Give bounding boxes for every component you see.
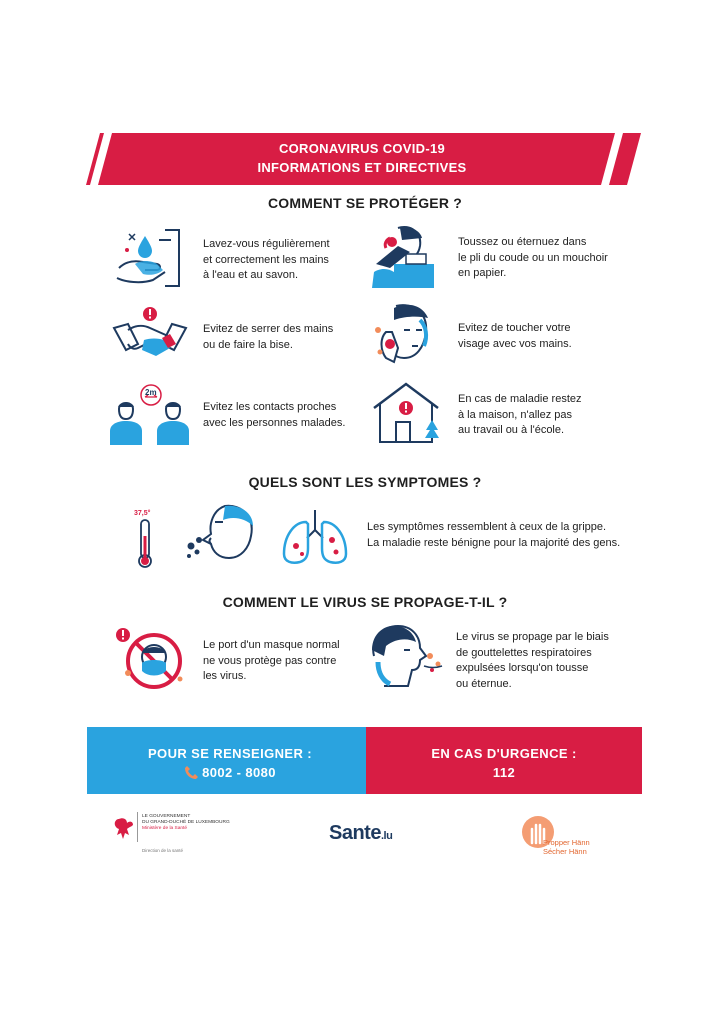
droplets-line-1: Le virus se propage par le biais bbox=[456, 631, 609, 643]
stay-home-line-1: En cas de maladie restez bbox=[458, 393, 582, 405]
cough-line-3: en papier. bbox=[458, 267, 507, 279]
symptoms-line-1: Les symptômes ressemblent à ceux de la grippe. bbox=[367, 521, 607, 533]
gov-line-1: LE GOUVERNEMENT bbox=[142, 814, 191, 819]
emergency-label: EN CAS D'URGENCE : bbox=[431, 746, 577, 761]
sante-logo-main: Sante bbox=[329, 822, 381, 844]
phone-icon bbox=[184, 765, 198, 784]
handshake-icon bbox=[112, 304, 188, 364]
header-title bbox=[150, 139, 574, 177]
no-mask-icon bbox=[114, 627, 190, 691]
lungs-icon bbox=[280, 508, 350, 566]
info-label: POUR SE RENSEIGNER : bbox=[147, 746, 313, 761]
stay-home-line-3: au travail ou à l'école. bbox=[458, 424, 565, 436]
handshake-line-1: Evitez de serrer des mains bbox=[203, 323, 334, 335]
propper-line-2: Sécher Hänn bbox=[543, 847, 587, 856]
wash-hands-line-3: à l'eau et au savon. bbox=[203, 269, 299, 281]
symptoms-text bbox=[367, 520, 620, 551]
mask-line-2: ne vous protège pas contre bbox=[203, 654, 337, 667]
handshake-text bbox=[203, 322, 333, 353]
mask-line-3: les virus. bbox=[203, 670, 247, 682]
cough-face-icon bbox=[185, 502, 257, 566]
propper-hann-text bbox=[543, 838, 590, 856]
droplets-line-3: expulsées lorsqu'on tousse bbox=[456, 662, 589, 674]
wash-hands-text bbox=[203, 237, 330, 284]
touch-face-line-2: visage avec vos mains. bbox=[458, 337, 572, 350]
droplets-line-2: de gouttelettes respiratoires bbox=[456, 646, 592, 659]
emergency-contact bbox=[386, 744, 622, 782]
touch-face-icon bbox=[372, 302, 436, 366]
droplets-text bbox=[456, 630, 609, 692]
symptoms-line-2: La maladie reste bénigne pour la majorité des gens. bbox=[367, 536, 621, 549]
wash-hands-line-1: Lavez-vous régulièrement bbox=[203, 238, 330, 250]
cough-line-1: Toussez ou éternuez dans bbox=[458, 236, 587, 248]
mask-line-1: Le port d'un masque normal bbox=[203, 639, 340, 651]
government-text bbox=[142, 814, 230, 832]
info-phone-number: 8002 - 8080 bbox=[202, 765, 276, 780]
sante-logo bbox=[329, 822, 392, 845]
touch-face-line-1: Evitez de toucher votre bbox=[458, 322, 571, 334]
government-divider bbox=[137, 812, 138, 842]
mask-text bbox=[203, 638, 340, 685]
stay-home-icon bbox=[370, 382, 442, 444]
distance-label: 2m bbox=[145, 388, 157, 397]
gov-line-2: DU GRAND-DUCHÉ DE LUXEMBOURG bbox=[142, 820, 230, 825]
lion-icon bbox=[113, 815, 135, 841]
avoid-contact-line-2: avec les personnes malades. bbox=[203, 416, 346, 429]
handshake-line-2: ou de faire la bise. bbox=[203, 338, 293, 351]
header-line-2: INFORMATIONS ET DIRECTIVES bbox=[257, 160, 467, 175]
cough-line-2: le pli du coude ou un mouchoir bbox=[458, 251, 608, 264]
cough-elbow-text bbox=[458, 235, 608, 282]
gov-sub: Direction de la santé bbox=[142, 848, 184, 853]
info-contact bbox=[110, 744, 350, 784]
temperature-label: 37,5° bbox=[134, 510, 151, 517]
droplets-icon bbox=[364, 622, 444, 692]
gov-line-3: Ministère de la Santé bbox=[142, 826, 188, 831]
header-line-1: CORONAVIRUS COVID-19 bbox=[278, 141, 446, 156]
touch-face-text bbox=[458, 321, 572, 352]
propper-line-1: Propper Hänn bbox=[543, 838, 590, 847]
info-phone-row[interactable] bbox=[110, 763, 350, 784]
stay-home-text bbox=[458, 392, 582, 439]
droplets-line-4: ou éternue. bbox=[456, 677, 512, 690]
protect-section-title: COMMENT SE PROTÉGER ? bbox=[268, 195, 462, 211]
thermometer-icon bbox=[134, 518, 156, 570]
avoid-contact-line-1: Evitez les contacts proches bbox=[203, 401, 337, 413]
cough-elbow-icon bbox=[370, 224, 440, 290]
emergency-number[interactable]: 112 bbox=[492, 765, 516, 780]
symptoms-section-title: QUELS SONT LES SYMPTOMES ? bbox=[248, 474, 482, 490]
wash-hands-icon bbox=[115, 228, 187, 290]
spread-section-title: COMMENT LE VIRUS SE PROPAGE-T-IL ? bbox=[222, 594, 508, 610]
sante-logo-tld: .lu bbox=[380, 830, 393, 842]
stay-home-line-2: à la maison, n'allez pas bbox=[458, 408, 572, 421]
wash-hands-line-2: et correctement les mains bbox=[203, 253, 329, 266]
avoid-contact-text bbox=[203, 400, 345, 431]
government-logo bbox=[113, 815, 135, 846]
